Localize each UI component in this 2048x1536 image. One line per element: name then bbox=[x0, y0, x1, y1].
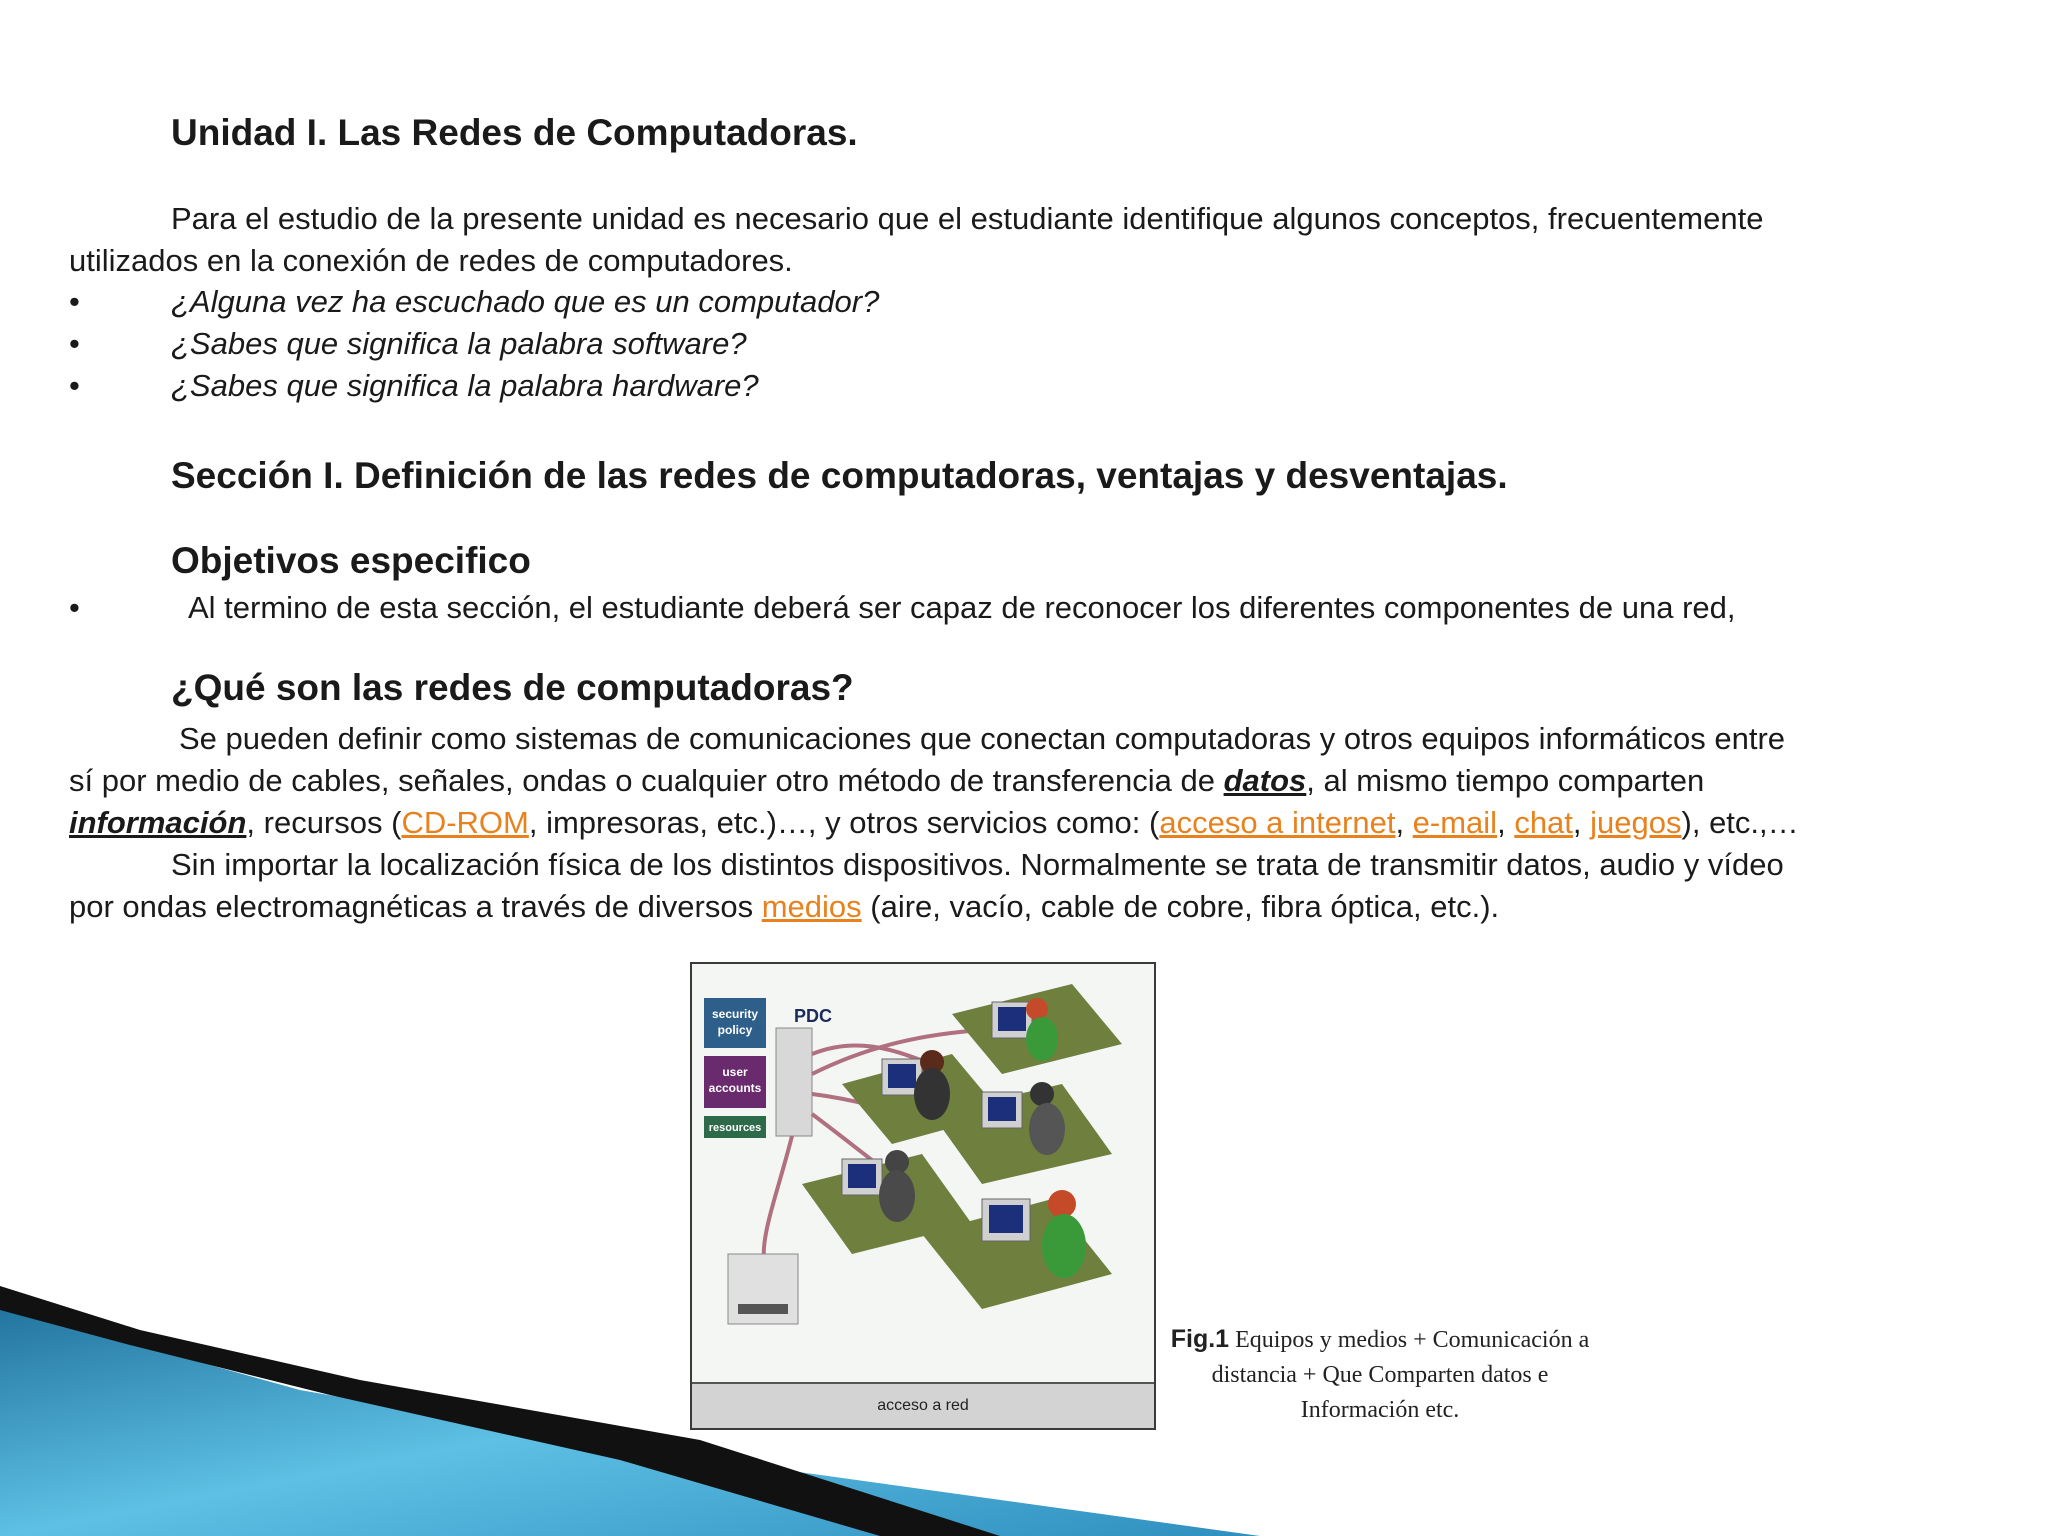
figure-footer: acceso a red bbox=[692, 1382, 1154, 1428]
bullet-icon: • bbox=[69, 284, 80, 319]
server-icon bbox=[776, 1028, 812, 1136]
svg-text:PDC: PDC bbox=[794, 1006, 833, 1026]
objective-item: • Al termino de esta sección, el estudiante deberá ser capaz de reconocer los diferentes componentes de una red, bbox=[69, 587, 1736, 629]
svg-text:security: security bbox=[711, 1007, 759, 1021]
list-item: • ¿Alguna vez ha escuchado que es un computador? bbox=[69, 281, 879, 323]
svg-text:policy: policy bbox=[717, 1023, 753, 1037]
intro-paragraph bbox=[69, 198, 1999, 282]
unit-title: Unidad I. Las Redes de Computadoras. bbox=[171, 112, 858, 153]
svg-text:resources: resources bbox=[708, 1122, 762, 1134]
decorative-swoosh bbox=[0, 1250, 1300, 1536]
definition-paragraph: Se pueden definir como sistemas de comunicaciones que conectan computadoras y otros equipos informáticos entre sí por medio de cables, señales, ondas o cualquier otro método de transferencia de datos, al mismo tiempo comparten información, recursos (CD-ROM, impresoras, etc.)…, y otros servicios como: (acceso a internet, e-mail, chat, juegos), etc.,… Sin importar la localización física de los distintos dispositivos. Normalmente se trata de transmitir datos, audio y vídeo por ondas electromagnéticas a través de diversos medios (aire, vacío, cable de cobre, fibra óptica, etc.). bbox=[69, 721, 1799, 924]
figure-caption: Fig.1 Equipos y medios + Comunicación a distancia + Que Comparten datos e Información etc. bbox=[1170, 1325, 1590, 1423]
list-item: • ¿Sabes que significa la palabra software? bbox=[69, 323, 879, 365]
svg-text:user: user bbox=[722, 1065, 748, 1079]
chat-link[interactable]: chat bbox=[1514, 805, 1573, 840]
internet-link[interactable]: acceso a internet bbox=[1159, 805, 1396, 840]
email-link[interactable]: e-mail bbox=[1412, 805, 1498, 840]
list-item: • ¿Sabes que significa la palabra hardware? bbox=[69, 365, 879, 407]
datos-term: datos bbox=[1223, 763, 1307, 798]
intro-line-2: utilizados en la conexión de redes de computadores. bbox=[69, 243, 793, 278]
medios-link[interactable]: medios bbox=[761, 889, 862, 924]
cdrom-link[interactable]: CD-ROM bbox=[401, 805, 529, 840]
objectives-title: Objetivos especifico bbox=[171, 540, 531, 581]
definition-title: ¿Qué son las redes de computadoras? bbox=[171, 667, 854, 708]
bullet-icon: • bbox=[69, 368, 80, 403]
section-title: Sección I. Definición de las redes de computadoras, ventajas y desventajas. bbox=[171, 455, 1508, 496]
bullet-icon: • bbox=[69, 326, 80, 361]
juegos-link[interactable]: juegos bbox=[1590, 805, 1682, 840]
question-list bbox=[69, 281, 879, 407]
bullet-icon: • bbox=[69, 590, 80, 625]
svg-text:accounts: accounts bbox=[708, 1081, 762, 1095]
informacion-term: información bbox=[69, 805, 247, 840]
figure-number: Fig.1 bbox=[1170, 1325, 1230, 1353]
intro-line-1: Para el estudio de la presente unidad es necesario que el estudiante identifique algunos conceptos, frecuentemente bbox=[171, 201, 1764, 236]
